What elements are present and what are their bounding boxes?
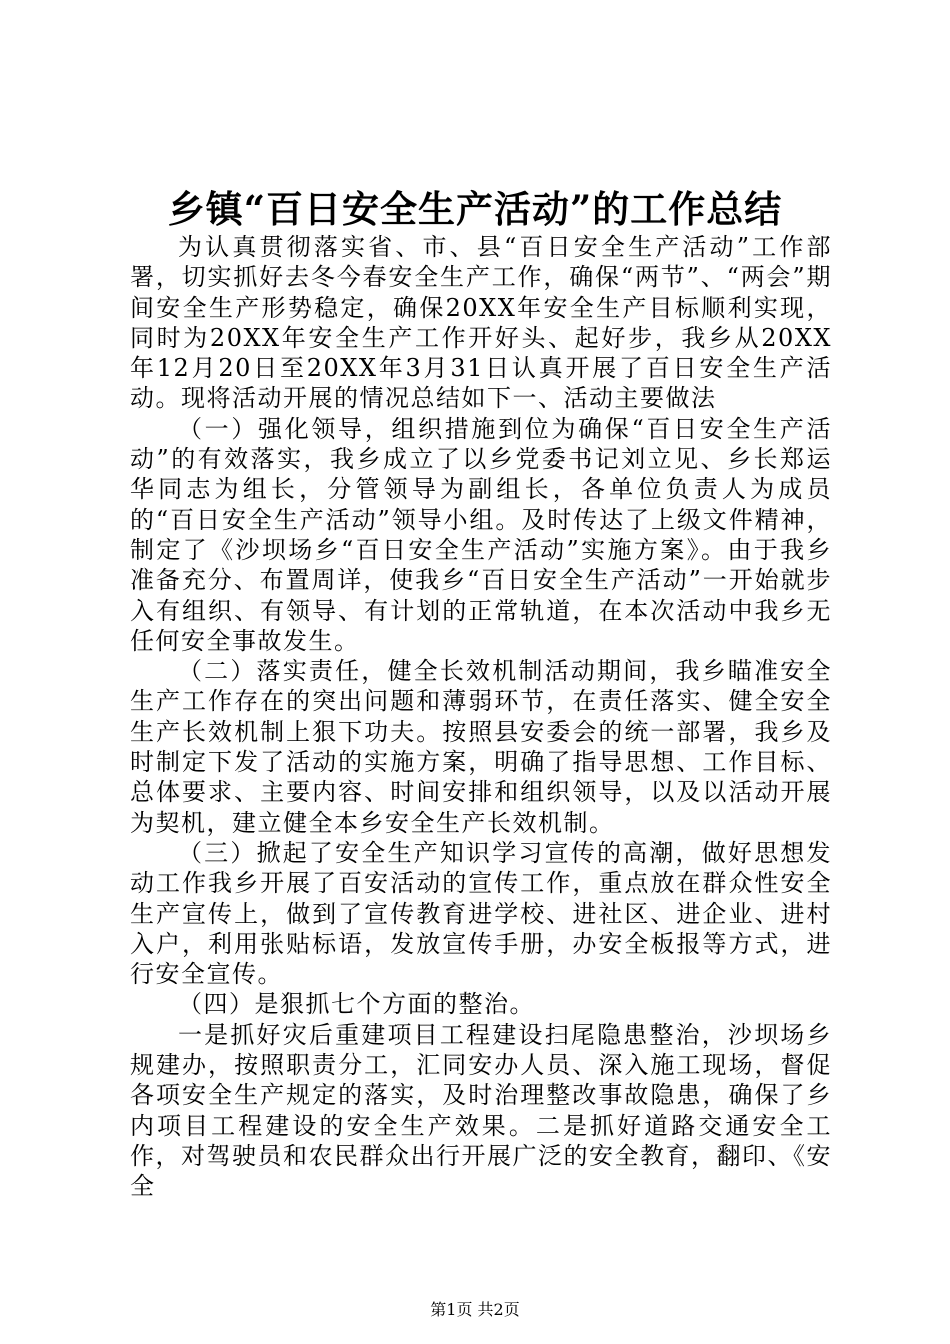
paragraph-section-1: （一）强化领导，组织措施到位为确保“百日安全生产活动”的有效落实，我乡成立了以乡党委书记刘立见、乡长郑运华同志为组长，分管领导为副组长，各单位负责人为成员的“百日安全生产活动”领导小组。及时传达了上级文件精神，制定了《沙坝场乡“百日安全生产活动”实施方案》。由于我乡准备充分、布置周详，使我乡“百日安全生产活动”一开始就步入有组织、有领导、有计划的正常轨道，在本次活动中我乡无任何安全事故发生。 [130,414,832,655]
paragraph-section-2: （二）落实责任，健全长效机制活动期间，我乡瞄准安全生产工作存在的突出问题和薄弱环节，在责任落实、健全安全生产长效机制上狠下功夫。按照县安委会的统一部署，我乡及时制定下发了活动的实施方案，明确了指导思想、工作目标、总体要求、主要内容、时间安排和组织领导，以及以活动开展为契机，建立健全本乡安全生产长效机制。 [130,657,832,837]
paragraph-section-3: （三）掀起了安全生产知识学习宣传的高潮，做好思想发动工作我乡开展了百安活动的宣传工作，重点放在群众性安全生产宣传上，做到了宣传教育进学校、进社区、进企业、进村入户，利用张贴标语，发放宣传手册，办安全板报等方式，进行安全宣传。 [130,838,832,989]
paragraph-section-4-detail: 一是抓好灾后重建项目工程建设扫尾隐患整治，沙坝场乡规建办，按照职责分工，汇同安办人员、深入施工现场，督促各项安全生产规定的落实，及时治理整改事故隐患，确保了乡内项目工程建设的安全生产效果。二是抓好道路交通安全工作，对驾驶员和农民群众出行开展广泛的安全教育，翻印、《安全 [130,1020,832,1201]
document-body [130,232,832,1202]
paragraph-section-4: （四）是狠抓七个方面的整治。 [178,990,535,1019]
paragraph-intro: 为认真贯彻落实省、市、县“百日安全生产活动”工作部署，切实抓好去冬今春安全生产工作，确保“两节”、“两会”期间安全生产形势稳定，确保20XX年安全生产目标顺利实现，同时为20XX年安全生产工作开好头、起好步，我乡从20XX年12月20日至20XX年3月31日认真开展了百日安全生产活动。现将活动开展的情况总结如下一、活动主要做法 [130,233,832,413]
document-title: 乡镇“百日安全生产活动”的工作总结 [167,187,783,231]
page-footer: 第1页 共2页 [430,1300,520,1319]
